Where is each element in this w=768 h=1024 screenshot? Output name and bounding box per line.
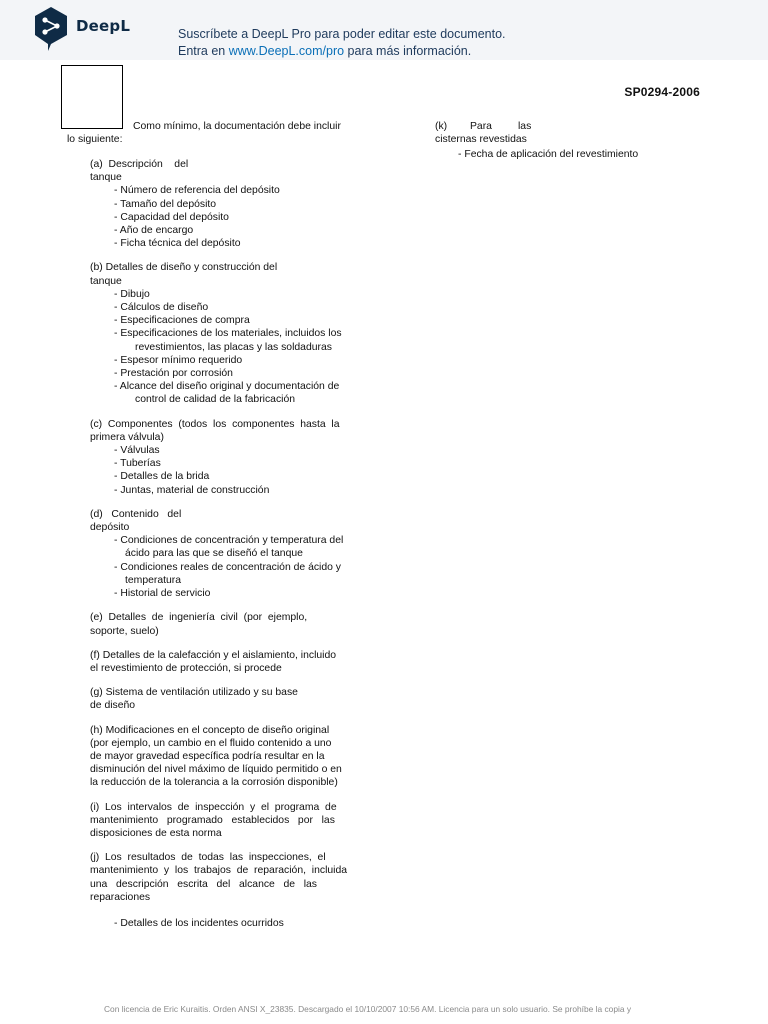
section-c [90, 418, 363, 497]
section-heading-cont: primera válvula) [90, 431, 164, 443]
paragraph-line: (g) Sistema de ventilación utilizado y su base [90, 687, 298, 699]
section-heading: (b) Detalles de diseño y construcción del [90, 262, 278, 274]
license-footer: Con licencia de Eric Kuraitis. Orden ANSI X_23835. Descargado el 10/10/2007 10:56 AM. Licencia para un solo usuario. Se prohíbe la copia y [104, 1004, 632, 1014]
list-item: - Tuberías [114, 458, 161, 470]
document-code: SP0294-2006 [624, 85, 700, 99]
section-k-line: cisternas revestidas [435, 134, 527, 145]
paragraph-line: (e) Detalles de ingeniería civil (por ejemplo, [90, 612, 308, 624]
paragraph-line: mantenimiento programado establecidos por las [90, 814, 335, 826]
paragraph-line: (por ejemplo, un cambio en el fluido contenido a uno [90, 737, 332, 749]
paragraph-line: de diseño [90, 700, 136, 712]
promo-line-2 [178, 43, 506, 60]
list-item: - Especificaciones de compra [114, 315, 250, 327]
paragraph-line: la reducción de la tolerancia a la corrosión disponible) [90, 777, 338, 789]
deepl-pro-link[interactable]: www.DeepL.com/pro [228, 44, 345, 58]
item-list [90, 444, 363, 497]
section-f [90, 649, 363, 675]
section-k-item: - Fecha de aplicación del revestimiento [458, 149, 639, 160]
list-item: - Espesor mínimo requerido [114, 354, 243, 366]
list-item: - Historial de servicio [114, 588, 211, 600]
paragraph-line: el revestimiento de protección, si procede [90, 662, 282, 674]
paragraph-line: (i) Los intervalos de inspección y el programa de [90, 801, 337, 813]
incidents-item: - Detalles de los incidentes ocurridos [114, 917, 284, 929]
list-item: - Prestación por corrosión [114, 368, 233, 380]
item-list [90, 288, 363, 407]
section-b [90, 261, 363, 406]
promo-message [178, 26, 506, 60]
section-i [90, 801, 363, 841]
list-item-cont: ácido para las que se diseñó el tanque [125, 548, 303, 560]
list-item: - Capacidad del depósito [114, 211, 229, 223]
list-item: - Condiciones de concentración y temperatura del [114, 535, 344, 547]
section-heading: (d) Contenido del [90, 508, 182, 520]
section-g [90, 686, 363, 712]
list-item: - Ficha técnica del depósito [114, 238, 241, 250]
paragraph-line: (j) Los resultados de todas las inspecciones, el [90, 852, 326, 864]
list-item: - Especificaciones de los materiales, incluidos los [114, 328, 342, 340]
deepl-logo-text[interactable]: DeepL [76, 17, 131, 35]
deepl-banner [0, 0, 768, 60]
section-k-word: las [518, 121, 532, 132]
paragraph-line: mantenimiento y los trabajos de reparación, incluida [90, 865, 348, 877]
list-item: - Número de referencia del depósito [114, 185, 280, 197]
section-k-word: Para [470, 121, 492, 132]
list-item-cont: revestimientos, las placas y las soldaduras [135, 341, 332, 353]
intro-text-cont: lo siguiente: [67, 134, 123, 145]
promo-suffix: para más información. [344, 44, 472, 58]
item-list [90, 534, 363, 600]
paragraph-line: soporte, suelo) [90, 625, 159, 637]
item-list [90, 184, 363, 250]
section-j [90, 851, 363, 930]
section-heading-cont: tanque [90, 172, 122, 184]
section-heading-cont: tanque [90, 275, 122, 287]
section-d [90, 508, 363, 600]
paragraph-line: (h) Modificaciones en el concepto de diseño original [90, 724, 330, 736]
section-heading: (c) Componentes (todos los componentes hasta la [90, 418, 340, 430]
list-item: - Detalles de la brida [114, 471, 210, 483]
left-column [90, 158, 363, 941]
section-e [90, 611, 363, 637]
section-k-label: (k) [435, 121, 448, 132]
section-heading: (a) Descripción del [90, 159, 189, 170]
list-item: - Condiciones reales de concentración de ácido y [114, 561, 341, 573]
section-heading-cont: depósito [90, 522, 130, 534]
paragraph-line: disminución del nivel máximo de líquido permitido o en [90, 764, 342, 776]
list-item: - Dibujo [114, 288, 150, 300]
list-item: - Juntas, material de construcción [114, 484, 270, 496]
promo-line-1: Suscríbete a DeepL Pro para poder editar este documento. [178, 27, 506, 41]
paragraph-line: reparaciones [90, 891, 151, 903]
list-item: - Tamaño del depósito [114, 198, 217, 210]
intro-text: Como mínimo, la documentación debe incluir [133, 121, 341, 132]
list-item-cont: temperatura [125, 574, 182, 586]
paragraph-line: disposiciones de esta norma [90, 827, 222, 839]
deepl-logo-icon[interactable] [33, 6, 69, 52]
list-item: - Alcance del diseño original y documentación de [114, 381, 340, 393]
paragraph-line: una descripción escrita del alcance de las [90, 878, 317, 890]
list-item: - Válvulas [114, 445, 160, 457]
list-item: - Año de encargo [114, 225, 194, 237]
promo-prefix: Entra en [178, 44, 229, 58]
image-placeholder [61, 65, 123, 129]
section-a [90, 158, 363, 250]
section-h [90, 724, 363, 790]
paragraph-line: (f) Detalles de la calefacción y el aislamiento, incluido [90, 649, 337, 661]
paragraph-line: de mayor gravedad específica podría resultar en la [90, 750, 325, 762]
list-item-cont: control de calidad de la fabricación [135, 394, 295, 406]
list-item: - Cálculos de diseño [114, 302, 209, 314]
